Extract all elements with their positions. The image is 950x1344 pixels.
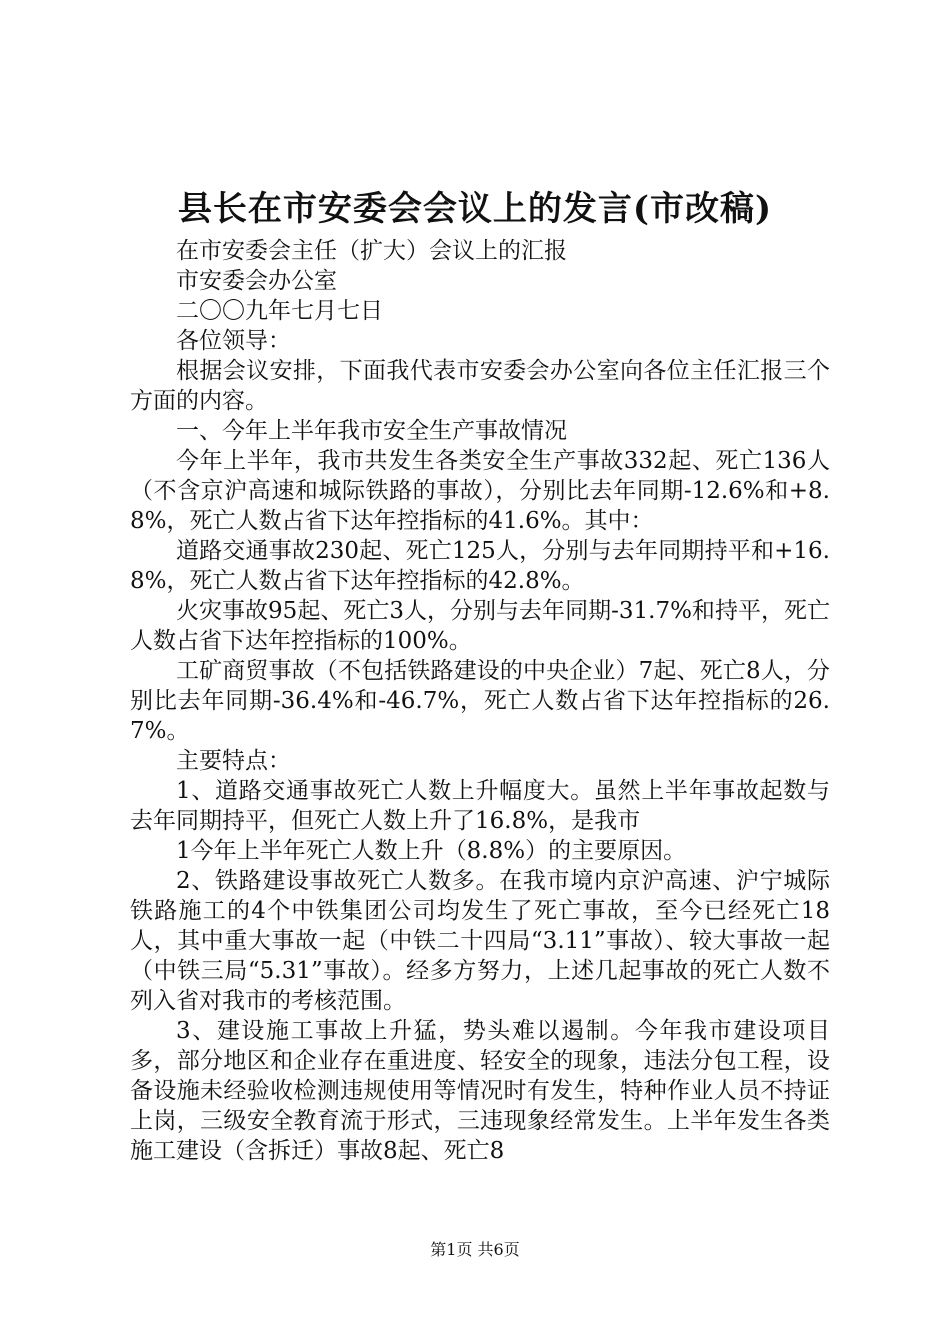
paragraph: 各位领导： <box>176 328 291 354</box>
paragraph: 今年上半年，我市共发生各类安全生产事故332起、死亡136人（不含京沪高速和城际铁路的事故），分别比去年同期-12.6%和+8.8%，死亡人数占省下达年控指标的41.6%。其中： <box>130 448 830 534</box>
paragraph: 二〇〇九年七月七日 <box>176 298 383 324</box>
section-heading: 一、今年上半年我市安全生产事故情况 <box>176 418 567 444</box>
paragraph: 主要特点： <box>176 748 291 774</box>
paragraph: 3、建设施工事故上升猛，势头难以遏制。今年我市建设项目多，部分地区和企业存在重进度、轻安全的现象，违法分包工程，设备设施未经验收检测违规使用等情况时有发生，特种作业人员不持证上岗，三级安全教育流于形式，三违现象经常发生。上半年发生各类施工建设（含拆迁）事故8起、死亡8 <box>130 1018 830 1164</box>
paragraph: 道路交通事故230起、死亡125人，分别与去年同期持平和+16.8%，死亡人数占省下达年控指标的42.8%。 <box>130 538 830 594</box>
paragraph: 火灾事故95起、死亡3人，分别与去年同期-31.7%和持平，死亡人数占省下达年控指标的100%。 <box>130 598 830 654</box>
paragraph: 2、铁路建设事故死亡人数多。在我市境内京沪高速、沪宁城际铁路施工的4个中铁集团公司均发生了死亡事故，至今已经死亡18人，其中重大事故一起（中铁二十四局“3.11”事故）、较大事故一起（中铁三局“5.31”事故）。经多方努力，上述几起事故的死亡人数不列入省对我市的考核范围。 <box>130 868 830 1014</box>
document-body <box>130 236 830 1166</box>
paragraph: 根据会议安排，下面我代表市安委会办公室向各位主任汇报三个方面的内容。 <box>130 358 830 414</box>
page-number-footer: 第1页 共6页 <box>430 1240 520 1259</box>
paragraph: 1今年上半年死亡人数上升（8.8%）的主要原因。 <box>176 838 687 864</box>
paragraph: 在市安委会主任（扩大）会议上的汇报 <box>176 238 567 264</box>
paragraph: 工矿商贸事故（不包括铁路建设的中央企业）7起、死亡8人，分别比去年同期-36.4%和-46.7%，死亡人数占省下达年控指标的26.7%。 <box>130 658 830 744</box>
document-title: 县长在市安委会会议上的发言(市改稿) <box>177 189 773 229</box>
paragraph: 1、道路交通事故死亡人数上升幅度大。虽然上半年事故起数与去年同期持平，但死亡人数上升了16.8%，是我市 <box>130 778 830 834</box>
paragraph: 市安委会办公室 <box>176 268 337 294</box>
